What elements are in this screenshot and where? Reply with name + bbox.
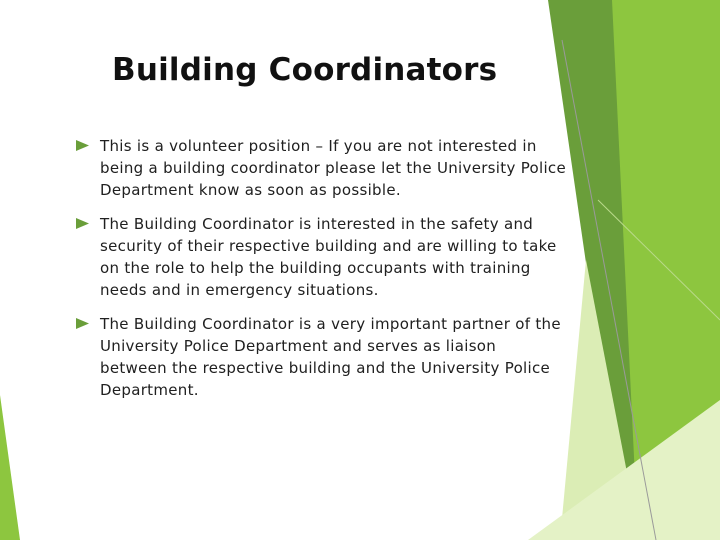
play-arrow-icon [76,218,89,229]
bullet-list [76,135,566,413]
play-arrow-icon [76,140,89,151]
bullet-item [76,135,566,201]
play-arrow-icon [76,318,89,329]
bullet-text: This is a volunteer position – If you are not interested in being a building coordinator please let the University Police Department know as soon as possible. [100,137,566,199]
slide-title: Building Coordinators [112,52,498,88]
bottom-left-corner-shape [0,395,20,540]
bullet-item [76,213,566,301]
bullet-text: The Building Coordinator is interested in the safety and security of their respective building and are willing to take on the role to help the building occupants with training needs and in emergency situations. [100,215,557,299]
bullet-item [76,313,566,401]
bullet-text: The Building Coordinator is a very important partner of the University Police Department and serves as liaison between the respective building and the University Police Department. [100,315,561,399]
